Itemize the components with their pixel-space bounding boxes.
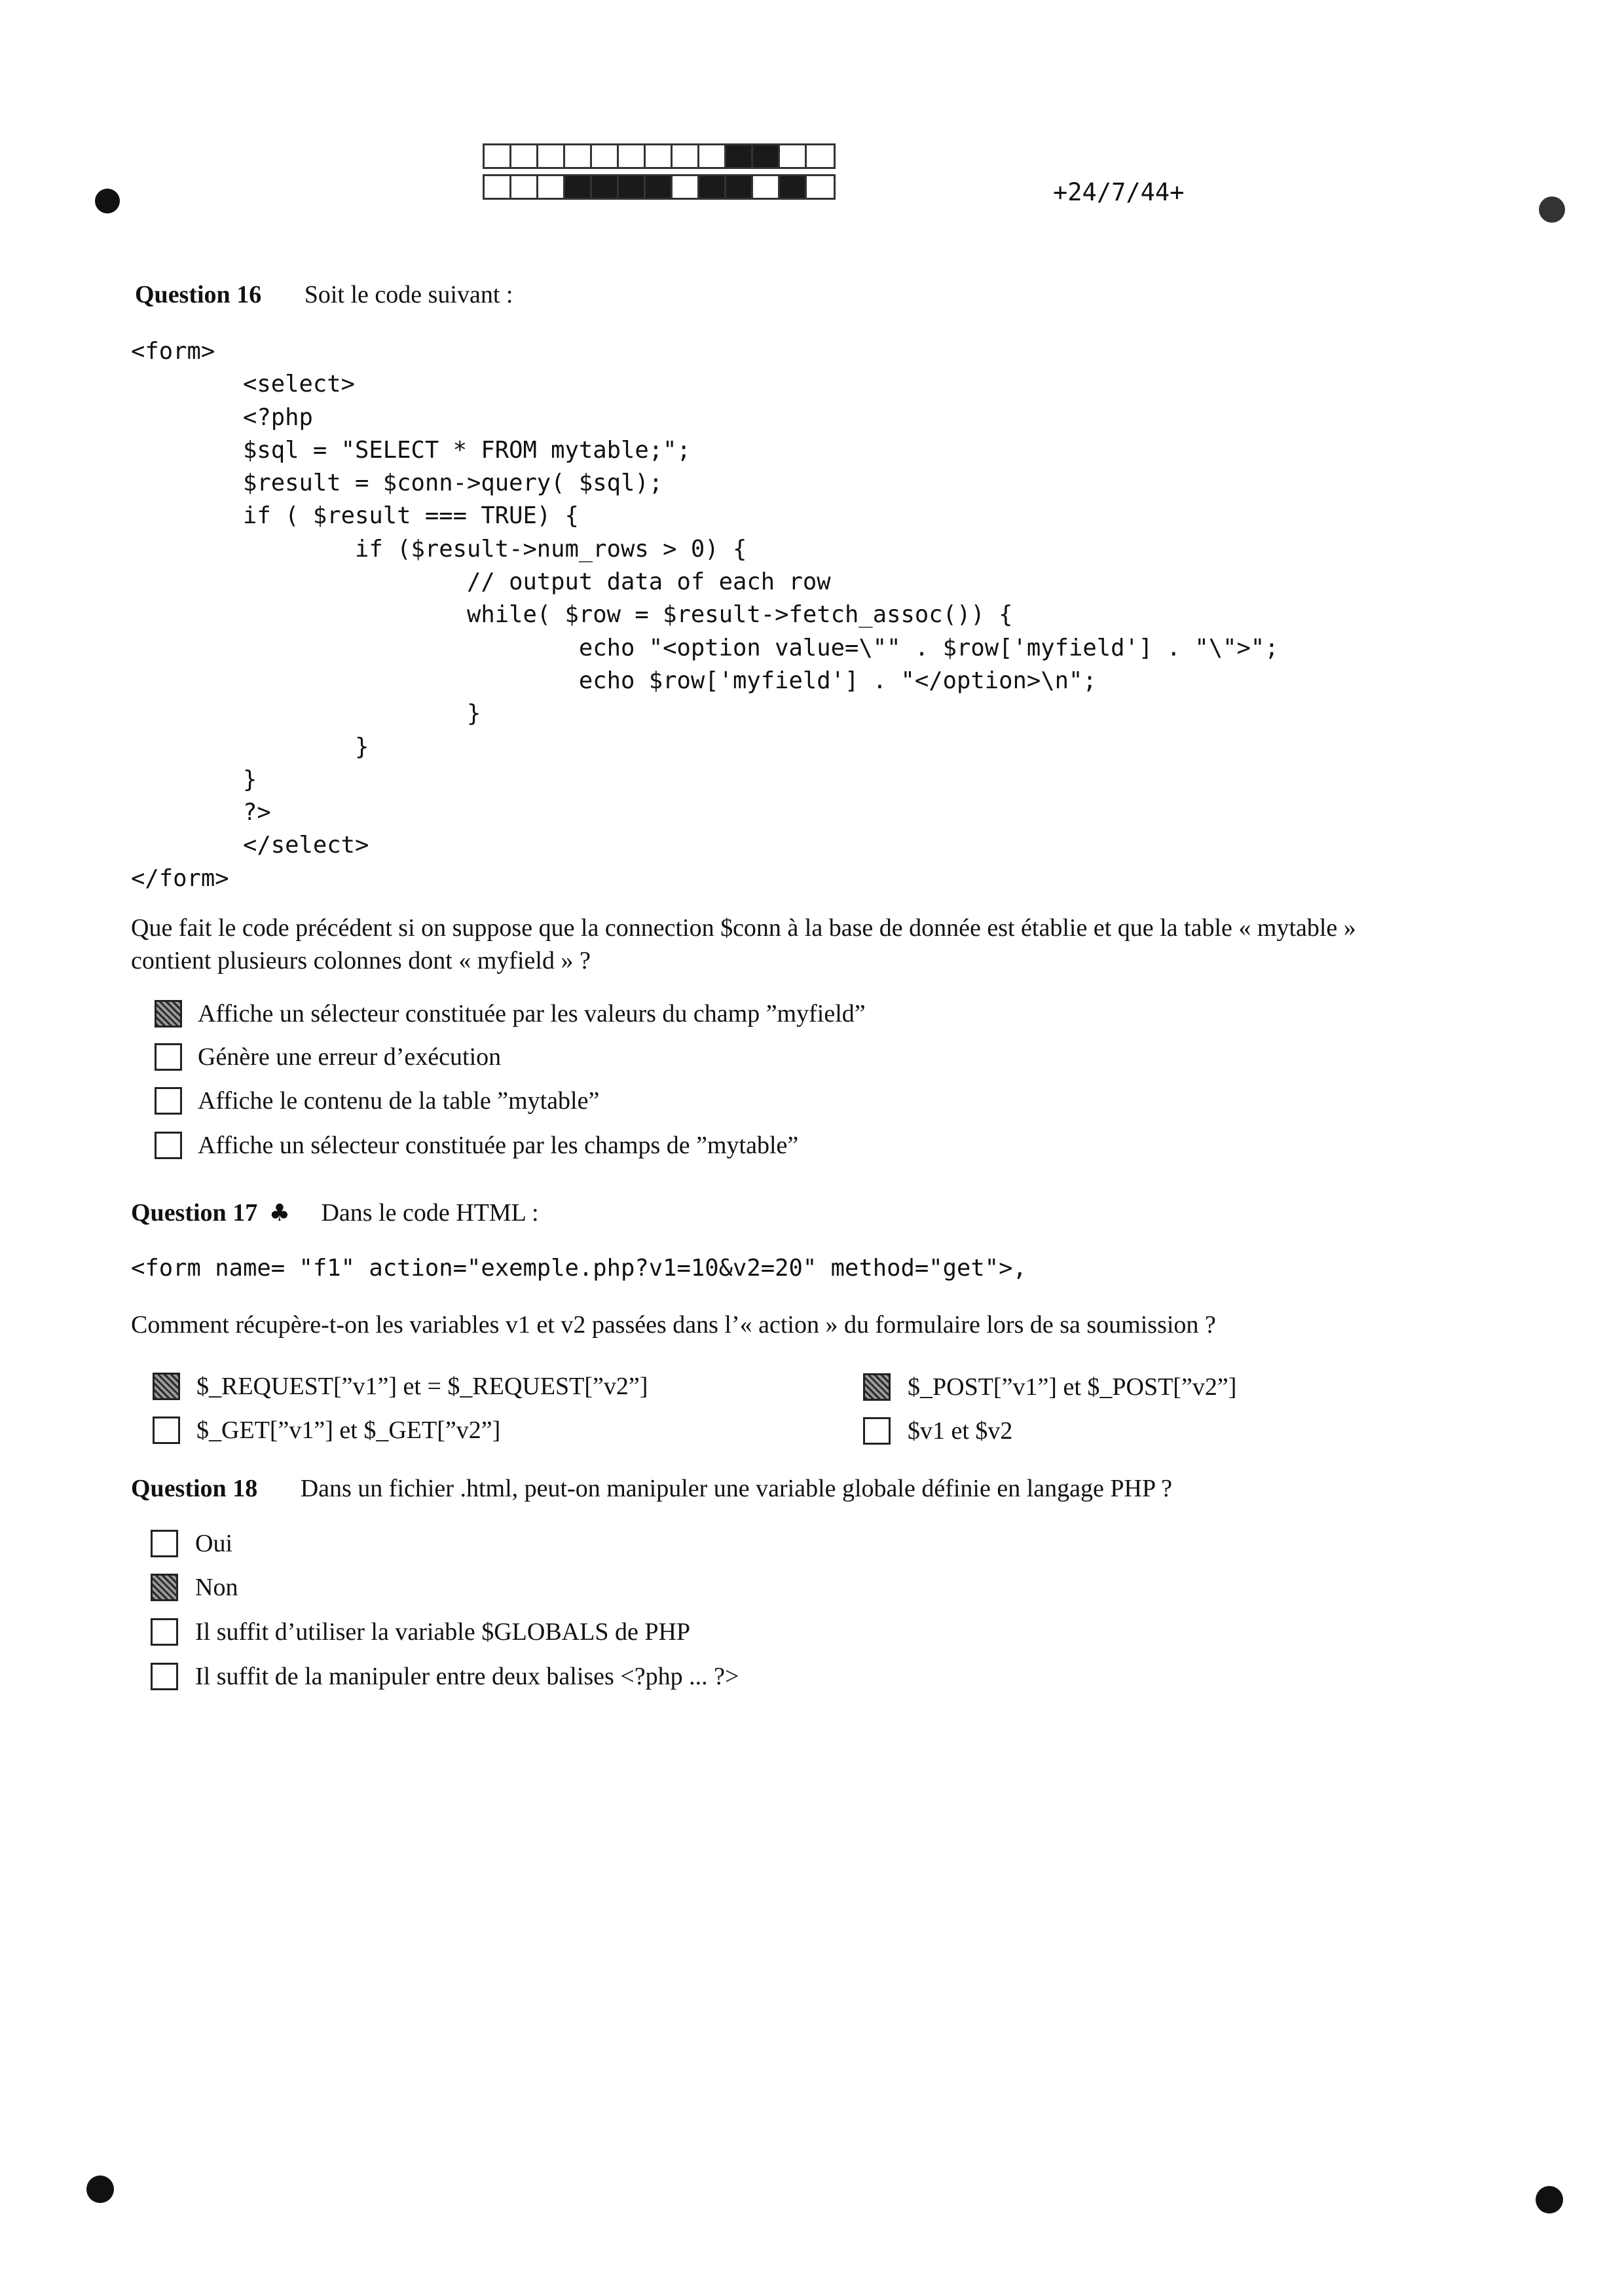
id-code-cell bbox=[619, 145, 646, 167]
q16-option-1-checkbox[interactable] bbox=[155, 1000, 182, 1028]
question-17-header bbox=[131, 1198, 539, 1227]
question-16-intro: Soit le code suivant : bbox=[304, 281, 513, 308]
question-16-text-line-2: contient plusieurs colonnes dont « myfield » ? bbox=[131, 947, 591, 974]
registration-mark-bottom-left bbox=[86, 2176, 114, 2203]
id-code-cell bbox=[780, 145, 807, 167]
q16-option-1-label: Affiche un sélecteur constituée par les valeurs du champ ”myfield” bbox=[198, 1000, 866, 1028]
q18-option-3-label: Il suffit d’utiliser la variable $GLOBALS de PHP bbox=[195, 1618, 691, 1646]
question-17-code: <form name= "f1" action="exemple.php?v1=10&v2=20" method="get">, bbox=[131, 1255, 1027, 1282]
id-code-cell bbox=[565, 145, 592, 167]
question-18-header bbox=[131, 1474, 1172, 1503]
id-code-cell bbox=[592, 176, 619, 198]
id-code-cell bbox=[619, 176, 646, 198]
id-code-cell bbox=[807, 145, 834, 167]
registration-mark-top-left bbox=[95, 189, 120, 213]
q17-option-1-label: $_REQUEST[”v1”] et = $_REQUEST[”v2”] bbox=[196, 1373, 648, 1400]
q18-option-1-label: Oui bbox=[195, 1530, 232, 1557]
q18-option-4-checkbox[interactable] bbox=[151, 1663, 178, 1690]
q16-option-2-checkbox[interactable] bbox=[155, 1043, 182, 1071]
question-16-text-line-1: Que fait le code précédent si on suppose que la connection $conn à la base de donnée est établie et que la table « mytable » bbox=[131, 914, 1356, 942]
q16-option-3-checkbox[interactable] bbox=[155, 1087, 182, 1115]
question-18-number: Question 18 bbox=[131, 1475, 258, 1502]
question-17-intro: Dans le code HTML : bbox=[321, 1199, 539, 1227]
id-code-cell bbox=[511, 176, 538, 198]
id-code-cell bbox=[646, 145, 673, 167]
q17-option-2-label: $_POST[”v1”] et $_POST[”v2”] bbox=[908, 1373, 1237, 1401]
q17-option-4-label: $v1 et $v2 bbox=[908, 1417, 1013, 1445]
page-code: +24/7/44+ bbox=[1053, 178, 1185, 206]
q16-option-2-label: Génère une erreur d’exécution bbox=[198, 1043, 502, 1071]
id-code-cell bbox=[592, 145, 619, 167]
question-18-text: Dans un fichier .html, peut-on manipuler une variable globale définie en langage PHP ? bbox=[300, 1475, 1173, 1502]
id-code-cell bbox=[646, 176, 673, 198]
question-16-code-block: <form> <select> <?php $sql = "SELECT * FROM mytable;"; $result = $conn->query( $sql); if ( $result === TRUE) { if ($result->num_rows > 0) { // output data of each row while( $row = $result->fetch_assoc()) { echo "<option value=\"" . $row['myfield'] . "\">"; echo $row['myfield'] . "</option>\n"; } } } ?> </select> </form> bbox=[131, 338, 1279, 892]
id-code-cell bbox=[538, 176, 565, 198]
registration-mark-bottom-right bbox=[1536, 2186, 1563, 2213]
id-code-row-1 bbox=[483, 143, 836, 169]
q17-option-2-checkbox[interactable] bbox=[863, 1373, 891, 1401]
q18-option-2-checkbox[interactable] bbox=[151, 1574, 178, 1601]
id-code-row-2 bbox=[483, 174, 836, 200]
id-code-cell bbox=[699, 176, 726, 198]
q16-option-3-label: Affiche le contenu de la table ”mytable” bbox=[198, 1087, 600, 1115]
id-code-cell bbox=[753, 145, 780, 167]
q18-option-1-checkbox[interactable] bbox=[151, 1530, 178, 1557]
q18-option-4-label: Il suffit de la manipuler entre deux balises <?php ... ?> bbox=[195, 1663, 739, 1690]
id-code-cell bbox=[699, 145, 726, 167]
registration-mark-top-right bbox=[1539, 196, 1565, 223]
id-code-cell bbox=[485, 176, 511, 198]
question-16-header bbox=[135, 280, 513, 309]
id-code-cell bbox=[673, 145, 699, 167]
q17-option-1-checkbox[interactable] bbox=[153, 1373, 180, 1400]
club-icon: ♣ bbox=[268, 1200, 290, 1227]
q18-option-3-checkbox[interactable] bbox=[151, 1618, 178, 1646]
id-code-cell bbox=[485, 145, 511, 167]
question-17-text: Comment récupère-t-on les variables v1 et v2 passées dans l’« action » du formulaire lors de sa soumission ? bbox=[131, 1311, 1216, 1339]
id-code-cell bbox=[511, 145, 538, 167]
question-16-text bbox=[131, 912, 1356, 977]
q17-option-4-checkbox[interactable] bbox=[863, 1417, 891, 1445]
id-code-cell bbox=[673, 176, 699, 198]
id-code-cell bbox=[726, 176, 753, 198]
id-code-cell bbox=[726, 145, 753, 167]
id-code-cell bbox=[780, 176, 807, 198]
id-code-cell bbox=[807, 176, 834, 198]
id-code-cell bbox=[753, 176, 780, 198]
q18-option-2-label: Non bbox=[195, 1574, 238, 1601]
question-17-number: Question 17 bbox=[131, 1199, 258, 1227]
id-code-cell bbox=[538, 145, 565, 167]
question-16-number: Question 16 bbox=[135, 281, 262, 308]
q16-option-4-checkbox[interactable] bbox=[155, 1132, 182, 1159]
q16-option-4-label: Affiche un sélecteur constituée par les champs de ”mytable” bbox=[198, 1132, 799, 1159]
id-code-cell bbox=[565, 176, 592, 198]
q17-option-3-label: $_GET[”v1”] et $_GET[”v2”] bbox=[196, 1416, 501, 1444]
q17-option-3-checkbox[interactable] bbox=[153, 1416, 180, 1444]
